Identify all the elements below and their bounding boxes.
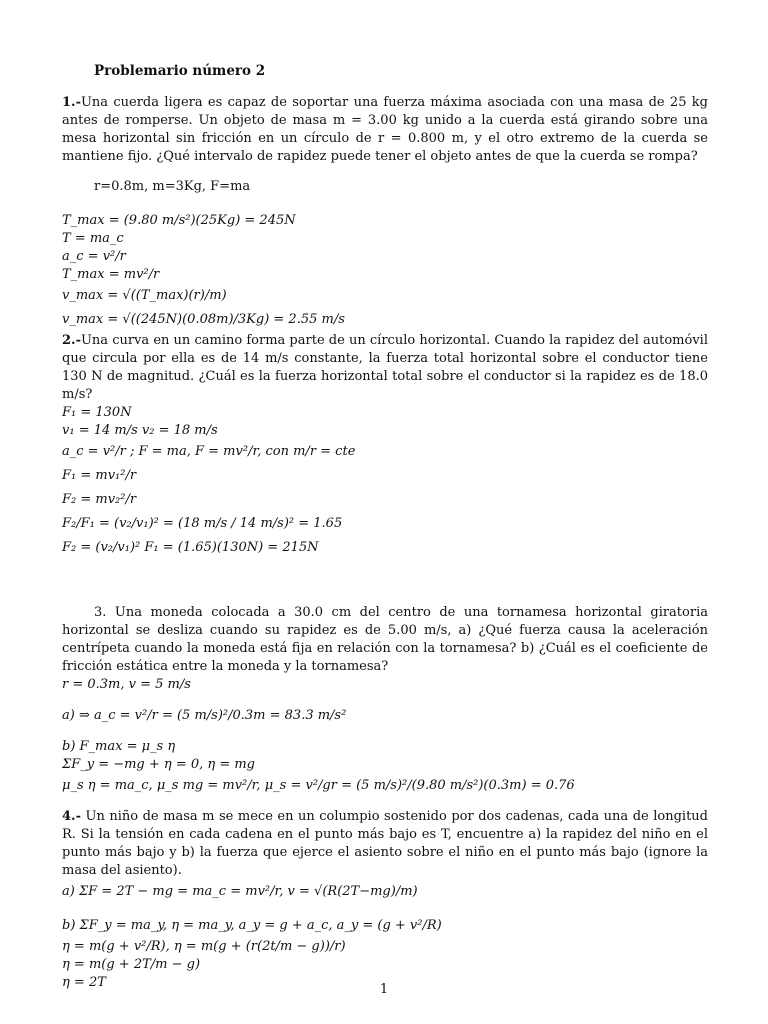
p2-line-2: v₁ = 14 m/s v₂ = 18 m/s xyxy=(62,423,218,438)
problem-1-statement xyxy=(62,94,708,166)
p3-line-3: b) F_max = μ_s η xyxy=(62,739,176,754)
p2-line-3: a_c = v²/r ; F = ma, F = mv²/r, con m/r = cte xyxy=(62,444,356,459)
problem-3-solution xyxy=(62,676,708,798)
p1-line-3: a_c = v²/r xyxy=(62,249,126,264)
p3-line-1: r = 0.3m, v = 5 m/s xyxy=(62,677,191,692)
p4-line-3: η = m(g + v²/R), η = m(g + (r(2t/m − g))/r) xyxy=(62,939,346,954)
problem-4-solution xyxy=(62,880,708,992)
p4-line-4: η = m(g + 2T/m − g) xyxy=(62,957,201,972)
p1-line-2: T = ma_c xyxy=(62,231,124,246)
problem-3-text: Una moneda colocada a 30.0 cm del centro de una tornamesa horizontal giratoria horizontal se desliza cuando su rapidez es de 5.00 m/s, a) ¿Qué fuerza causa la aceleración centrípeta cuando la moneda está fija en relación con la tornamesa? b) ¿Cuál es el coeficiente de fricción estática entre la moneda y la tornamesa? xyxy=(62,605,708,674)
p3-line-2: a) ⇒ a_c = v²/r = (5 m/s)²/0.3m = 83.3 m/s² xyxy=(62,708,347,723)
problem-4-statement xyxy=(62,808,708,880)
p2-line-1: F₁ = 130N xyxy=(62,405,132,420)
p3-line-4: ΣF_y = −mg + η = 0, η = mg xyxy=(62,757,255,772)
p2-line-5: F₂ = mv₂²/r xyxy=(62,492,137,507)
problem-2-solution xyxy=(62,404,708,560)
p1-line-4: T_max = mv²/r xyxy=(62,267,160,282)
p2-line-6: F₂/F₁ = (v₂/v₁)² = (18 m/s / 14 m/s)² = 1.65 xyxy=(62,516,343,531)
problem-2-number: 2.- xyxy=(62,333,81,348)
problem-3-statement xyxy=(62,604,708,676)
p3-line-5: μ_s η = ma_c, μ_s mg = mv²/r, μ_s = v²/gr = (5 m/s)²/(9.80 m/s²)(0.3m) = 0.76 xyxy=(62,778,575,793)
document-page xyxy=(62,62,708,992)
p2-line-4: F₁ = mv₁²/r xyxy=(62,468,137,483)
problem-2-statement xyxy=(62,332,708,404)
p2-line-7: F₂ = (v₂/v₁)² F₁ = (1.65)(130N) = 215N xyxy=(62,540,319,555)
problem-4-number: 4.- xyxy=(62,809,81,824)
p1-line-5: v_max = √((T_max)(r)/m) xyxy=(62,288,227,303)
problem-1-solution xyxy=(62,212,708,332)
page-title: Problemario número 2 xyxy=(94,63,266,79)
p1-line-6: v_max = √((245N)(0.08m)/3Kg) = 2.55 m/s xyxy=(62,312,345,327)
problem-4-text: Un niño de masa m se mece en un columpio sostenido por dos cadenas, cada una de longitud R. Si la tensión en cada cadena en el punto más bajo es T, encuentre a) la rapidez del niño en el punto más bajo y b) la fuerza que ejerce el asiento sobre el niño en el punto más bajo (ignore la masa del asiento). xyxy=(62,809,708,878)
problem-2-text: Una curva en un camino forma parte de un círculo horizontal. Cuando la rapidez del automóvil que circula por ella es de 14 m/s constante, la fuerza total horizontal sobre el conductor tiene 130 N de magnitud. ¿Cuál es la fuerza horizontal total sobre el conductor si la rapidez es de 18.0 m/s? xyxy=(62,333,708,402)
problem-1-given: r=0.8m, m=3Kg, F=ma xyxy=(94,179,251,194)
problem-3-number: 3. xyxy=(94,605,107,620)
p4-line-5: η = 2T xyxy=(62,975,106,990)
problem-1-text: Una cuerda ligera es capaz de soportar una fuerza máxima asociada con una masa de 25 kg antes de romperse. Un objeto de masa m = 3.00 kg unido a la cuerda está girando sobre una mesa horizontal sin fricción en un círculo de r = 0.800 m, y el otro extremo de la cuerda se mantiene fijo. ¿Qué intervalo de rapidez puede tener el objeto antes de que la cuerda se rompa? xyxy=(62,95,708,164)
p4-line-2: b) ΣF_y = ma_y, η = ma_y, a_y = g + a_c, a_y = (g + v²/R) xyxy=(62,918,442,933)
page-number: 1 xyxy=(379,982,389,997)
problem-1-number: 1.- xyxy=(62,95,81,110)
p1-line-1: T_max = (9.80 m/s²)(25Kg) = 245N xyxy=(62,213,296,228)
p4-line-1: a) ΣF = 2T − mg = ma_c = mv²/r, v = √(R(2T−mg)/m) xyxy=(62,884,418,899)
